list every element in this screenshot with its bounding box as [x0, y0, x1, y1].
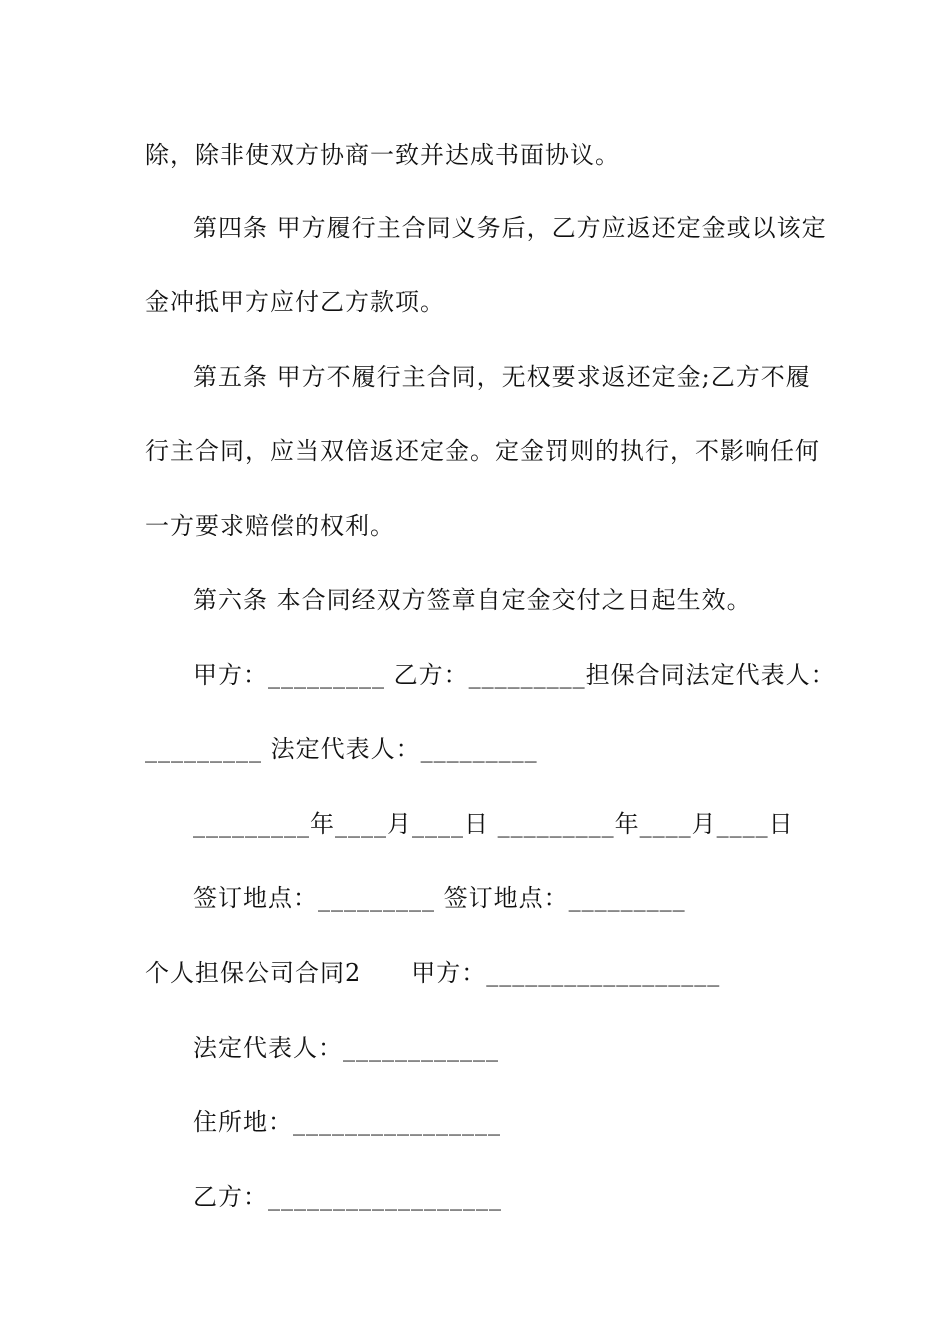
date-line: _________年____月____日 _________年____月____日	[193, 810, 794, 838]
article-4-line-2: 金冲抵甲方应付乙方款项。	[145, 288, 445, 316]
article-5-line-2: 行主合同，应当双倍返还定金。定金罚则的执行，不影响任何	[145, 437, 820, 465]
contract-2-heading-line: 个人担保公司合同2 甲方：__________________	[145, 959, 721, 987]
signing-place-line: 签订地点：_________ 签订地点：_________	[193, 884, 686, 912]
article-5-line-1: 第五条 甲方不履行主合同，无权要求返还定金;乙方不履	[193, 363, 811, 391]
article-4-line-1: 第四条 甲方履行主合同义务后，乙方应返还定金或以该定	[193, 214, 827, 242]
contract-2-party-b-line: 乙方：__________________	[193, 1183, 502, 1211]
contract-2-representative-line: 法定代表人：____________	[193, 1034, 499, 1062]
article-5-line-3: 一方要求赔偿的权利。	[145, 512, 395, 540]
parties-signature-line: 甲方：_________ 乙方：_________担保合同法定代表人：	[193, 661, 836, 689]
contract-2-address-line: 住所地：________________	[193, 1108, 501, 1136]
legal-representative-line: _________ 法定代表人：_________	[145, 735, 538, 763]
paragraph-line: 除，除非使双方协商一致并达成书面协议。	[145, 141, 620, 169]
article-6-line: 第六条 本合同经双方签章自定金交付之日起生效。	[193, 586, 752, 614]
